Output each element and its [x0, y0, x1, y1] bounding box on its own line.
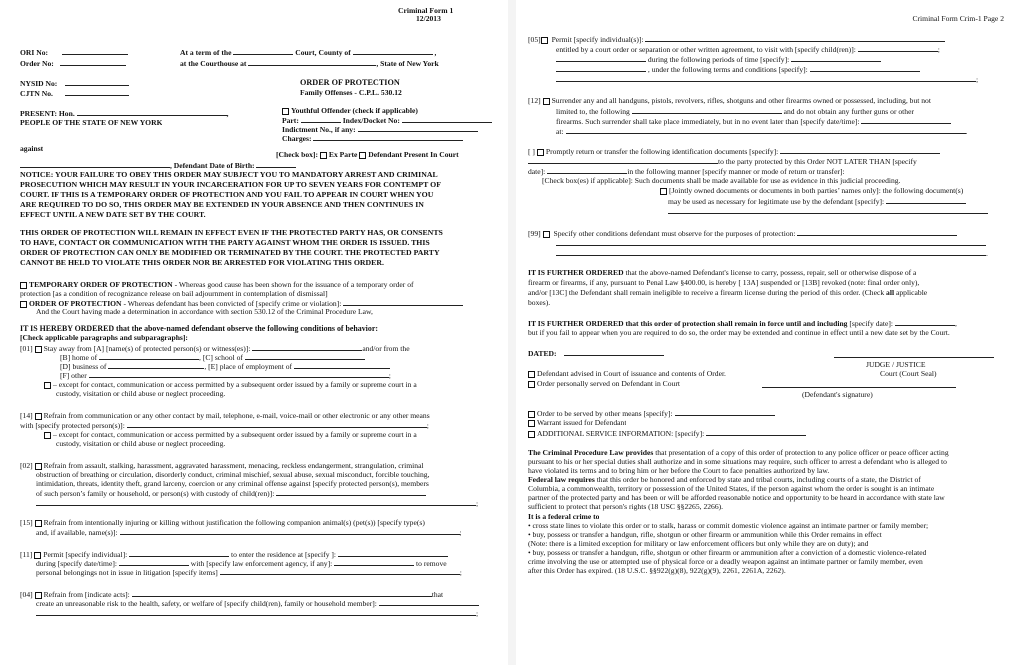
fed-line: partner of the protected party and has been or will be afforded reasonable notice and opportunity to be heard in accordance with state law	[528, 493, 945, 502]
check-applicable: [Check applicable paragraphs and subparagraphs]:	[20, 333, 188, 342]
judge-name-field[interactable]	[77, 108, 227, 116]
temp-order-checkbox[interactable]	[20, 282, 27, 289]
cond-02-code: [02]	[20, 461, 33, 470]
crime-line: • cross state lines to violate this order or to stalk, harass or commit domestic violence against an intimate partner or family member;	[528, 521, 929, 530]
crime-line: after this Order has expired. (18 U.S.C. §§922(g)(8), 922(g)(9), 2261, 2261A, 2262).	[528, 566, 786, 575]
defendant-signature-line[interactable]	[762, 387, 956, 388]
cond-01-checkbox[interactable]	[35, 346, 42, 353]
cond-02-persons-field-2[interactable]	[36, 498, 476, 506]
cond-11-agency-field[interactable]	[334, 558, 414, 566]
further1-line1: that the above-named Defendant's license to carry, possess, repair, sell or otherwise dispose of a	[623, 268, 917, 277]
additional-field[interactable]	[706, 428, 806, 436]
court-field[interactable]	[233, 47, 293, 55]
cond-01-b: [B] home of	[60, 353, 98, 362]
remain-line: TO HAVE, CONTACT OR COMMUNICATION WITH THE PARTY AGAINST WHOM THE ORDER IS ISSUED. THIS	[20, 238, 430, 247]
cond-05-individuals-field[interactable]	[645, 34, 945, 42]
cond-12-datetime-field[interactable]	[861, 116, 951, 124]
cond-05-terms-field[interactable]	[810, 64, 920, 72]
cond-99-field-2[interactable]	[556, 238, 986, 246]
remain-line: CANNOT BE HELD TO VIOLATE THIS ORDER NOR BE ARRESTED FOR VIOLATING THIS ORDER.	[20, 258, 384, 267]
order-line3: And the Court having made a determination in accordance with section 530.12 of the Criminal Procedure Law,	[36, 307, 373, 316]
cond-14-except-checkbox[interactable]	[44, 432, 51, 439]
defendant-signature-label: (Defendant's signature)	[802, 390, 873, 399]
prompt-docs-field-2[interactable]	[528, 156, 718, 164]
cond-12-and-not: and do not obtain any further guns or other	[783, 107, 914, 116]
cond-01-home-field[interactable]	[99, 352, 199, 360]
part-field[interactable]	[301, 115, 341, 123]
cond-05-code: [05]	[528, 35, 541, 44]
people-label: PEOPLE OF THE STATE OF NEW YORK	[20, 118, 163, 127]
cond-01-other-field[interactable]	[89, 370, 389, 378]
cpl-line: that presentation of a copy of this order of protection to any police officer or peace officer acting	[653, 448, 949, 457]
judge-signature-line[interactable]	[834, 357, 994, 358]
fed-line: that this order be honored and enforced by state and tribal courts, including courts of a state, the District of	[594, 475, 921, 484]
cond-14-persons-field[interactable]	[127, 420, 427, 428]
cond-02-line: Refrain from assault, stalking, harassment, aggravated harassment, menacing, reckless endangerment, strangulation, criminal	[43, 461, 424, 470]
prompt-jointly-checkbox[interactable]	[660, 188, 667, 195]
other-means-field[interactable]	[675, 408, 775, 416]
cond-04-code: [04]	[20, 590, 33, 599]
fed-line: sufficient to protect that person's rights (18 USC §§2265, 2266).	[528, 502, 724, 511]
cond-11-line1a: Permit [specify individual]:	[43, 550, 128, 559]
page-gutter	[508, 0, 516, 665]
further2-lead: IT IS FURTHER ORDERED that this order of protection shall remain in force until and including	[528, 319, 848, 328]
page-1: Criminal Form 1 12/2013 ORI No: Order No: At a term of the Court, County of , at the Courthouse at , State of New York NYSID No: CJTN No. ORDER OF PROTECTION Family Offenses - C.P.L. 530.12 PRESENT: Hon. , PEOPLE OF THE STATE OF NEW YORK Youthful Offender (check if applicable) Part: Index/Docket No: Indictment No., if any: Charges: against [Check box]: Ex Parte Defendant Present In Court , Defendant Date of Birth: NOTICE: YOUR FAILURE TO OBEY THIS ORDER MAY SUBJECT YOU TO MANDATORY ARREST AND CRIMINAL PROSECUTION WHICH MAY RESULT IN YOUR INCARCERATION FOR UP TO SEVEN YEARS FOR CONTEMPT OF COURT. IF THIS IS A TEMPORARY ORDER OF PROTECTION AND YOU FAIL TO APPEAR IN COURT WHEN YOU ARE REQUIRED TO DO SO, THIS ORDER MAY BE EXTENDED IN YOUR ABSENCE AND THEN CONTINUES IN EFFECT UNTIL A NEW DATE SET BY THE COURT. THIS ORDER OF PROTECTION WILL REMAIN IN EFFECT EVEN IF THE PROTECTED PARTY HAS, OR CONSENTS TO HAVE, CONTACT OR COMMUNICATION WITH THE PARTY AGAINST WHOM THE ORDER IS ISSUED. THIS ORDER OF PROTECTION CAN ONLY BE MODIFIED OR TERMINATED BY THE COURT. THE PROTECTED PARTY CANNOT BE HELD TO VIOLATE THIS ORDER NOR BE ARRESTED FOR VIOLATING THIS ORDER. TEMPORARY ORDER OF PROTECTION - Whereas good cause has been shown for the issuance of a temporary order of protection [as a condition of recognizance release on bail adjournment in contemplation of dismissal] ORDER OF PROTECTION - Whereas defendant has been convicted of [specify crime or violation]: And the Court having made a determination in accordance with section 530.12 of the Criminal Procedure Law, IT IS HEREBY ORDERED that the above-named defendant observe the following conditions of behavior: [Check applicable paragraphs and subparagraphs]: [01] Stay away from [A] [name(s) of protected person(s) or witness(es)]: and/or from the [B] home of , [C] school of [D] business of , [E] place of employment of [F] other ; – except for contact, communication or access permitted by a subsequent order issued by a family or supreme court in a custody, visitation or child abuse or neglect proceeding. [14] Refrain from communication or any other contact by mail, telephone, e-mail, voice-mail or other electronic or any other means with [specify protected person(s)]: ; – except for contact, communication or access permitted by a subsequent order issued by a family or supreme court in a custody, visitation or child abuse or neglect proceeding. [02] Refrain from assault, stalking, harassment, aggravated harassment, menacing, reckless endangerment, strangulation, criminal obstruction of breathing or circulation, disorderly conduct, criminal mischief, sexual abuse, sexual misconduct, forcible touching, intimidation, threats, identity theft, grand larceny, coercion or any criminal offense against [specify protected person(s), members of such person’s family or household, or person(s) with custody of child(ren)]: ; [15] Refrain from intentionally injuring or killing without justification the following companion animal(s) (pet(s)) [specify type(s) and, if available, name(s)]: ; [11] Permit [specify individual]: to enter the residence at [specify ]: during [specify date/time]: with [specify law enforcement agency, if any]: to remove personal belongings not in issue in litigation [specify items] ; [04] Refrain from [indicate acts]: that create an unreasonable risk to the health, safety, or welfare of [specify child(ren), family or household member]: ;	[0, 0, 508, 665]
cond-01-e: , [E] place of employment of	[204, 362, 293, 371]
defendant-name-field[interactable]	[20, 160, 170, 168]
cond-15-animals-field[interactable]	[120, 527, 460, 535]
cond-01-line1: Stay away from [A] [name(s) of protected person(s) or witness(es)]:	[43, 344, 251, 353]
prompt-line3a: date]:	[528, 167, 546, 176]
crime-field[interactable]	[343, 298, 463, 306]
cpl-line: have violated its terms and to bring him or her before the Court to face penalties authorized by law.	[528, 466, 830, 475]
courthouse-label: at the Courthouse at	[180, 59, 247, 68]
notice-line: ARE REQUIRED TO DO SO, THIS ORDER MAY BE EXTENDED IN YOUR ABSENCE AND THEN CONTINUES IN	[20, 200, 424, 209]
nysid-field[interactable]	[65, 78, 129, 86]
index-label: Index/Docket No:	[342, 116, 400, 125]
indictment-label: Indictment No., if any:	[282, 125, 356, 134]
crime-line: (Note: there is a limited exception for military or law enforcement officers but only while they are on duty); and	[528, 539, 869, 548]
dob-field[interactable]	[256, 160, 296, 168]
cond-01-c: , [C] school of	[199, 353, 243, 362]
cond-05-line3: during the following periods of time [specify]:	[647, 55, 790, 64]
further1-line3: and/or [13C] the Defendant shall remain ineligible to receive a firearm license during the period of this order. (Check	[528, 288, 887, 297]
cond-15-line1: Refrain from intentionally injuring or killing without justification the following companion animal(s) (pet(s)) [specify type(s)	[43, 518, 425, 527]
cond-02-line: intimidation, threats, identity theft, grand larceny, coercion or any criminal offense against [specify protected person(s), members	[36, 479, 429, 488]
prompt-line6: may be used as necessary for legitimate use by the defendant [specify]:	[668, 197, 885, 206]
cond-01-code: [01]	[20, 344, 33, 353]
cond-11-line1b: to enter the residence at [specify ]:	[231, 550, 337, 559]
temp-order-text: - Whereas good cause has been shown for the issuance of a temporary order of	[172, 280, 414, 289]
prompt-date-field[interactable]	[547, 166, 627, 174]
notice-block	[20, 170, 498, 220]
additional-checkbox[interactable]	[528, 431, 535, 438]
cond-05-children-field[interactable]	[858, 44, 938, 52]
cond-11-line2a: during [specify date/time]:	[36, 559, 117, 568]
cond-05-terms-field-2[interactable]	[556, 74, 976, 82]
warrant-label: Warrant issued for Defendant	[537, 418, 627, 427]
defendant-dob-label: , Defendant Date of Birth:	[170, 161, 255, 170]
court-seal-label: Court (Court Seal)	[880, 369, 937, 378]
prompt-checkbox[interactable]	[537, 149, 544, 156]
index-field[interactable]	[402, 115, 492, 123]
page2-header: Criminal Form Crim-1 Page 2	[912, 14, 1004, 23]
cond-04-line1: Refrain from [indicate acts]:	[43, 590, 130, 599]
charges-field[interactable]	[313, 133, 463, 141]
youthful-offender-checkbox[interactable]	[282, 108, 289, 115]
remain-line: THIS ORDER OF PROTECTION WILL REMAIN IN EFFECT EVEN IF THE PROTECTED PARTY HAS, OR CONSENTS	[20, 228, 443, 237]
cond-14-except2: custody, visitation or child abuse or neglect proceeding.	[56, 439, 226, 448]
cond-01-d: [D] business of	[60, 362, 107, 371]
page-2: Criminal Form Crim-1 Page 2 [05] Permit [specify individual(s)]: entitled by a court order or separation or other written agreement, to visit with [specify child(ren)]: ; during the following periods of time [specify]: , under the following terms and conditions [specify]: ; [12] Surrender any and all handguns, pistols, revolvers, rifles, shotguns and other firearms owned or possessed, including, but not limited to, the following and do not obtain any further guns or other firearms. Such surrender shall take place immediately, but in no event later than [specify date/time]: at: . [ ] Promptly return or transfer the following identification documents [specify]: to the party protected by this Order NOT LATER THAN [specify date]: in the following manner [specify manner or mode of return or transfer]: [Check box(es) if applicable]: Such documents shall be made available for use as evidence in this judicial proceeding. [Jointly owned documents or documents in both parties’ names only]: the following document(s) may be used as necessary for legitimate use by the defendant [specify]: [99] Specify other conditions defendant must observe for the purposes of protection: . IT IS FURTHER ORDERED that the above-named Defendant's license to carry, possess, repair, sell or otherwise dispose of a firearm or firearms, if any, pursuant to Penal Law §400.00, is hereby [ 13A] suspended or [13B] revoked (note: final order only), and/or [13C] the Defendant shall remain ineligible to receive a firearm license during the period of this order. (Check all applicable boxes). IT IS FURTHER ORDERED that this order of protection shall remain in force until and including [specify date]: , but if you fail to appear when you are required to do so, the order may be extended and continue in effect until a new date set by the Court. DATED: JUDGE / JUSTICE Court (Court Seal) Defendant advised in Court of issuance and contents of Order. Order personally served on Defendant in Court (Defendant's signature) Order to be served by other means [specify]: Warrant issued for Defendant ADDITIONAL SERVICE INFORMATION: [specify]: The Criminal Procedure Law provides that presentation of a copy of this order of protection to any police officer or peace officer acting pursuant to his or her special duties shall authorize and in some situations may require, such officer to arrest a defendant who is alleged to have violated its terms and to bring him or her before the Court to face penalties authorized by law. Federal law requires that this order be honored and enforced by state and tribal courts, including courts of a state, the District of Columbia, a commonwealth, territory or possession of the United States, if the person against whom the order is sought is an intimate partner of the protected party and has been or will be afforded reasonable notice and opportunity to be heard in accordance with state law sufficient to protect that person's rights (18 USC §§2265, 2266). It is a federal crime to • cross state lines to violate this order or to stalk, harass or commit domestic violence against an intimate partner or family member; • buy, possess or transfer a handgun, rifle, shotgun or other firearm or ammunition while this Order remains in effect (Note: there is a limited exception for military or law enforcement officers but only while they are on duty); and • buy, possess or transfer a handgun, rifle, shotgun or other firearm or ammunition after a conviction of a domestic violence-related crime involving the use or attempted use of physical force or a deadly weapon against an intimate partner or family member, even after this Order has expired. (18 U.S.C. §§922(g)(8), 922(g)(9), 2261, 2261A, 2262).	[516, 0, 1024, 665]
notice-line: NOTICE: YOUR FAILURE TO OBEY THIS ORDER MAY SUBJECT YOU TO MANDATORY ARREST AND CRIMINAL	[20, 170, 438, 179]
fed-lead: Federal law requires	[528, 475, 595, 484]
warrant-checkbox[interactable]	[528, 420, 535, 427]
cond-11-line2c: to remove	[416, 559, 447, 568]
cond-12-line: at:	[556, 127, 564, 136]
cpl-line: pursuant to his or her special duties shall authorize and in some situations may require, such officer to arrest a defendant who is alleged to	[528, 457, 947, 466]
crime-line: • buy, possess or transfer a handgun, rifle, shotgun or other firearm or ammunition while this Order remains in effect	[528, 530, 882, 539]
prompt-docs-field[interactable]	[780, 146, 940, 154]
cond-15-checkbox[interactable]	[35, 520, 42, 527]
cond-99-code: [99]	[528, 229, 541, 238]
served-checkbox[interactable]	[528, 381, 535, 388]
present-in-court-label: Defendant Present In Court	[368, 150, 459, 159]
form-title: Criminal Form 1	[398, 6, 454, 15]
cond-15-line2: and, if available, name(s)]:	[36, 528, 118, 537]
other-means-label: Order to be served by other means [specify]:	[537, 409, 673, 418]
temp-order-line2: protection [as a condition of recognizance release on bail adjournment in contemplation of dismissal]	[20, 289, 328, 298]
cond-04-persons-field-2[interactable]	[36, 608, 476, 616]
crime-line: crime involving the use or attempted use of physical force or a deadly weapon against an intimate partner or family member, even	[528, 557, 923, 566]
order-title: ORDER OF PROTECTION	[300, 78, 400, 87]
ex-parte-label: Ex Parte	[328, 150, 358, 159]
dated-label: DATED:	[528, 349, 557, 358]
against-label: against	[20, 144, 44, 153]
dated-field[interactable]	[564, 348, 664, 356]
cond-14-line1: Refrain from communication or any other contact by mail, telephone, e-mail, voice-mail or other electronic or any other means	[43, 411, 430, 420]
order-text2: - Whereas defendant has been convicted of [specify crime or violation]:	[121, 299, 342, 308]
prompt-line2: to the party protected by this Order NOT LATER THAN [specify	[718, 157, 917, 166]
notice-line: COURT. IF THIS IS A TEMPORARY ORDER OF PROTECTION AND YOU FAIL TO APPEAR IN COURT WHEN YOU	[20, 190, 434, 199]
cond-02-checkbox[interactable]	[35, 463, 42, 470]
ori-label: ORI No:	[20, 48, 49, 57]
notice-line: PROSECUTION WHICH MAY RESULT IN YOUR INCARCERATION FOR UP TO SEVEN YEARS FOR CONTEMPT OF	[20, 180, 441, 189]
further1-lead: IT IS FURTHER ORDERED	[528, 268, 624, 277]
other-means-checkbox[interactable]	[528, 411, 535, 418]
prompt-line1: Promptly return or transfer the following identification documents [specify]:	[545, 147, 779, 156]
check-box-label: [Check box]:	[276, 150, 318, 159]
order-no-field[interactable]	[60, 58, 126, 66]
cond-12-checkbox[interactable]	[543, 98, 550, 105]
additional-label: ADDITIONAL SERVICE INFORMATION: [specify]:	[537, 429, 705, 438]
remain-line: ORDER OF PROTECTION CAN ONLY BE MODIFIED OR TERMINATED BY THE COURT. THE PROTECTED PARTY	[20, 248, 440, 257]
indictment-field[interactable]	[358, 124, 478, 132]
further1-line3c: applicable	[894, 288, 928, 297]
cond-14-line2: with [specify protected person(s)]:	[20, 421, 125, 430]
cond-02-line: obstruction of breathing or circulation, disorderly conduct, criminal mischief, sexual abuse, sexual misconduct, forcible touching,	[36, 470, 430, 479]
cond-12-line: limited to, the following	[556, 107, 630, 116]
ori-field[interactable]	[62, 47, 128, 55]
cond-05-periods-field-2[interactable]	[556, 64, 646, 72]
present-label: PRESENT: Hon.	[20, 109, 75, 118]
order-subtitle: Family Offenses - C.P.L. 530.12	[300, 88, 402, 97]
court-county-label: Court, County of	[295, 48, 351, 57]
cond-11-residence-field[interactable]	[338, 549, 448, 557]
served-label: Order personally served on Defendant in Court	[537, 379, 680, 388]
temp-order-title: TEMPORARY ORDER OF PROTECTION	[29, 280, 173, 289]
cond-99-field[interactable]	[797, 228, 957, 236]
cjtn-label: CJTN No.	[20, 89, 53, 98]
cond-02-line: of such person’s family or household, or person(s) with custody of child(ren)]:	[36, 489, 275, 498]
prompt-code: [ ]	[528, 147, 535, 156]
fed-line: Columbia, a commonwealth, territory or possession of the United States, if the person against whom the order is sought is an intimate	[528, 484, 935, 493]
cond-01-and-or: and/or from the	[362, 344, 410, 353]
cond-01-except2: custody, visitation or child abuse or neglect proceeding.	[56, 389, 226, 398]
further1-line2: firearm or firearms, if any, pursuant to Penal Law §400.00, is hereby [ 13A] suspended or [13B] revoked (note: final order only),	[528, 278, 920, 287]
cond-04-persons-field[interactable]	[379, 598, 479, 606]
cond-04-that: that	[431, 590, 444, 599]
nysid-label: NYSID No:	[20, 79, 58, 88]
cond-01-f: [F] other	[60, 371, 87, 380]
advised-checkbox[interactable]	[528, 371, 535, 378]
cond-15-code: [15]	[20, 518, 33, 527]
cond-11-line3: personal belongings not in issue in litigation [specify items]	[36, 568, 218, 577]
term-label: At a term of the	[180, 48, 232, 57]
cond-14-code: [14]	[20, 411, 33, 420]
prompt-line4: [Check box(es) if applicable]: Such documents shall be made available for use as evidence in this judicial proceeding.	[542, 176, 901, 185]
cond-04-line2: create an unreasonable risk to the health, safety, or welfare of [specify child(ren), family or household member]:	[36, 599, 377, 608]
cond-01-except1: – except for contact, communication or access permitted by a subsequent order issued by a family or supreme court in a	[53, 380, 417, 389]
cond-99-line1: Specify other conditions defendant must observe for the purposes of protection:	[553, 229, 796, 238]
judge-label: JUDGE / JUSTICE	[866, 360, 926, 369]
further2-date-field[interactable]	[895, 318, 955, 326]
cond-11-datetime-field[interactable]	[119, 558, 189, 566]
remain-block	[20, 228, 498, 268]
cjtn-field[interactable]	[65, 88, 129, 96]
notice-line: EFFECT UNTIL A NEW DATE SET BY THE COURT.	[20, 210, 206, 219]
order-title2: ORDER OF PROTECTION	[29, 299, 122, 308]
cond-14-except1: – except for contact, communication or access permitted by a subsequent order issued by a family or supreme court in a	[53, 430, 417, 439]
courthouse-field[interactable]	[248, 58, 376, 66]
cpl-lead: The Criminal Procedure Law provides	[528, 448, 654, 457]
crime-title: It is a federal crime to	[528, 512, 600, 521]
cond-14-checkbox[interactable]	[35, 413, 42, 420]
state-label: , State of New York	[376, 59, 439, 68]
cond-04-acts-field[interactable]	[132, 589, 432, 597]
prompt-legit-field-2[interactable]	[668, 206, 988, 214]
prompt-line5: [Jointly owned documents or documents in both parties’ names only]: the following document(s)	[669, 186, 964, 195]
cond-02-persons-field[interactable]	[276, 488, 426, 496]
prompt-legit-field[interactable]	[886, 196, 966, 204]
cond-05-children-field-2[interactable]	[556, 54, 646, 62]
final-order-checkbox[interactable]	[20, 301, 27, 308]
cond-12-code: [12]	[528, 96, 541, 105]
cond-01-persons-field[interactable]	[252, 343, 362, 351]
present-in-court-checkbox[interactable]	[359, 152, 366, 159]
further2-spec: [specify date]:	[847, 319, 894, 328]
further2-line2: but if you fail to appear when you are required to do so, the order may be extended and continue in effect until a new date set by the Court.	[528, 328, 950, 337]
cond-05-periods-field[interactable]	[791, 54, 881, 62]
cond-01-school-field[interactable]	[245, 352, 365, 360]
cond-99-checkbox[interactable]	[543, 231, 550, 238]
cond-01-except-checkbox[interactable]	[44, 382, 51, 389]
cond-12-firearms-field[interactable]	[632, 106, 782, 114]
county-field[interactable]	[353, 47, 433, 55]
hereby-ordered: IT IS HEREBY ORDERED that the above-named defendant observe the following conditions of behavior:	[20, 324, 378, 333]
further1-all: all	[886, 288, 895, 297]
cond-11-line2b: with [specify law enforcement agency, if any]:	[190, 559, 333, 568]
cond-05-line1: Permit [specify individual(s)]:	[551, 35, 644, 44]
part-label: Part:	[282, 116, 299, 125]
charges-label: Charges:	[282, 134, 312, 143]
cond-01-employment-field[interactable]	[294, 361, 390, 369]
cond-05-line4: , under the following terms and conditions [specify]:	[647, 65, 808, 74]
cond-05-line2: entitled by a court order or separation or other written agreement, to visit with [specify child(ren)]:	[556, 45, 856, 54]
advised-label: Defendant advised in Court of issuance and contents of Order.	[537, 369, 726, 378]
cond-12-line: Surrender any and all handguns, pistols, revolvers, rifles, shotguns and other firearms owned or possessed, including, but not	[551, 96, 931, 105]
order-no-label: Order No:	[20, 59, 54, 68]
cond-99-field-3[interactable]	[556, 248, 986, 256]
cond-05-checkbox[interactable]	[541, 37, 548, 44]
cond-11-code: [11]	[20, 550, 33, 559]
prompt-line3b: in the following manner [specify manner or mode of return or transfer]:	[627, 167, 845, 176]
cond-11-items-field[interactable]	[220, 567, 460, 575]
cond-11-individual-field[interactable]	[129, 549, 229, 557]
youthful-offender-label: Youthful Offender (check if applicable)	[291, 106, 418, 115]
cond-01-business-field[interactable]	[108, 361, 204, 369]
ex-parte-checkbox[interactable]	[320, 152, 327, 159]
cond-12-location-field[interactable]	[566, 126, 966, 134]
further1-line4: boxes).	[528, 298, 551, 307]
form-date: 12/2013	[416, 14, 441, 23]
crime-line: • buy, possess or transfer a handgun, rifle, shotgun or other firearm or ammunition after a conviction of a domestic violence-related	[528, 548, 927, 557]
cond-12-line: firearms. Such surrender shall take place immediately, but in no event later than [specify date/time]:	[556, 117, 860, 126]
